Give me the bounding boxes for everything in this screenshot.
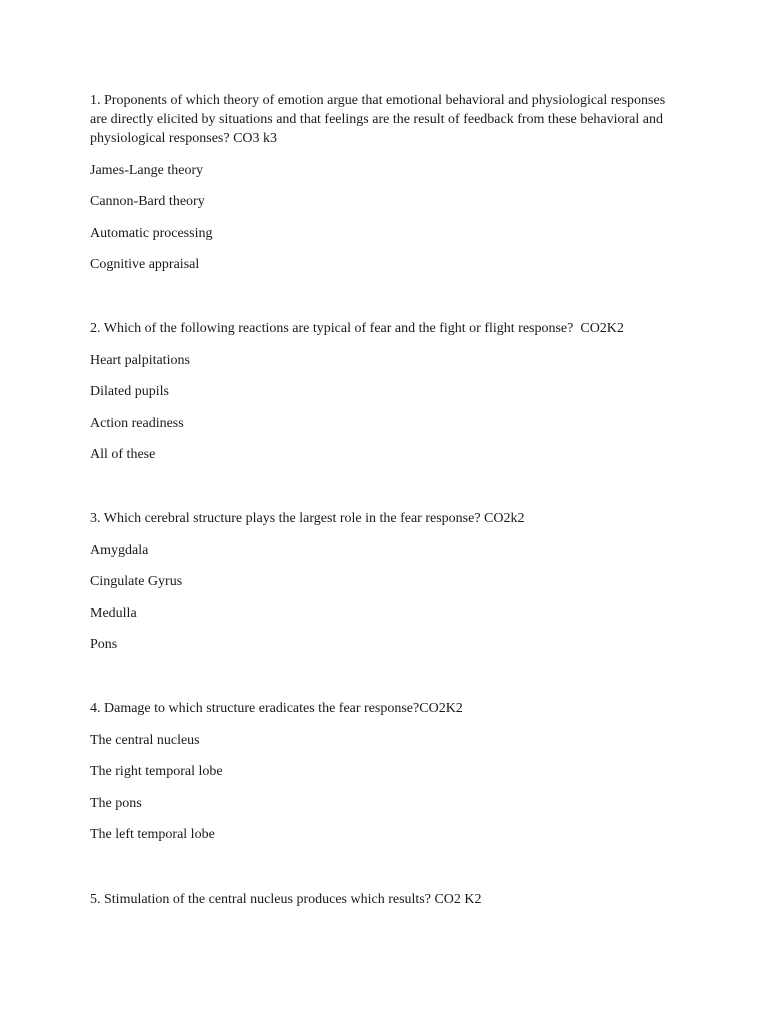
answer-option: Medulla	[90, 605, 137, 621]
question-text: 1. Proponents of which theory of emotion argue that emotional behavioral and physiological responses are directly elicited by situations and that feelings are the result of feedback from these behavioral and physiological responses? CO3 k3	[90, 93, 669, 146]
answer-option: Cannon-Bard theory	[90, 194, 205, 210]
answer-option: Pons	[90, 637, 118, 653]
answer-option: James-Lange theory	[90, 162, 204, 178]
answer-option: Automatic processing	[90, 225, 213, 241]
answer-option: Heart palpitations	[90, 352, 190, 368]
answer-option: Cingulate Gyrus	[90, 574, 183, 590]
question-3	[90, 509, 670, 654]
answer-option: Dilated pupils	[90, 384, 169, 400]
answer-options	[90, 351, 670, 465]
question-text: 3. Which cerebral structure plays the largest role in the fear response? CO2k2	[90, 511, 525, 526]
question-4	[90, 699, 670, 844]
answer-option: The central nucleus	[90, 732, 200, 748]
question-text: 2. Which of the following reactions are typical of fear and the fight or flight response? CO2K2	[90, 321, 624, 336]
question-2	[90, 319, 670, 464]
answer-option: The right temporal lobe	[90, 764, 223, 780]
answer-option: Amygdala	[90, 542, 149, 558]
answer-options	[90, 541, 670, 655]
answer-options	[90, 161, 670, 275]
answer-option: All of these	[90, 447, 156, 463]
question-text: 4. Damage to which structure eradicates the fear response?CO2K2	[90, 701, 463, 716]
question-text: 5. Stimulation of the central nucleus produces which results? CO2 K2	[90, 892, 482, 907]
question-1	[90, 91, 670, 274]
answer-option: Cognitive appraisal	[90, 257, 200, 273]
question-5	[90, 890, 670, 909]
answer-option: Action readiness	[90, 415, 184, 431]
answer-option: The pons	[90, 795, 142, 811]
answer-option: The left temporal lobe	[90, 827, 215, 843]
answer-options	[90, 731, 670, 845]
